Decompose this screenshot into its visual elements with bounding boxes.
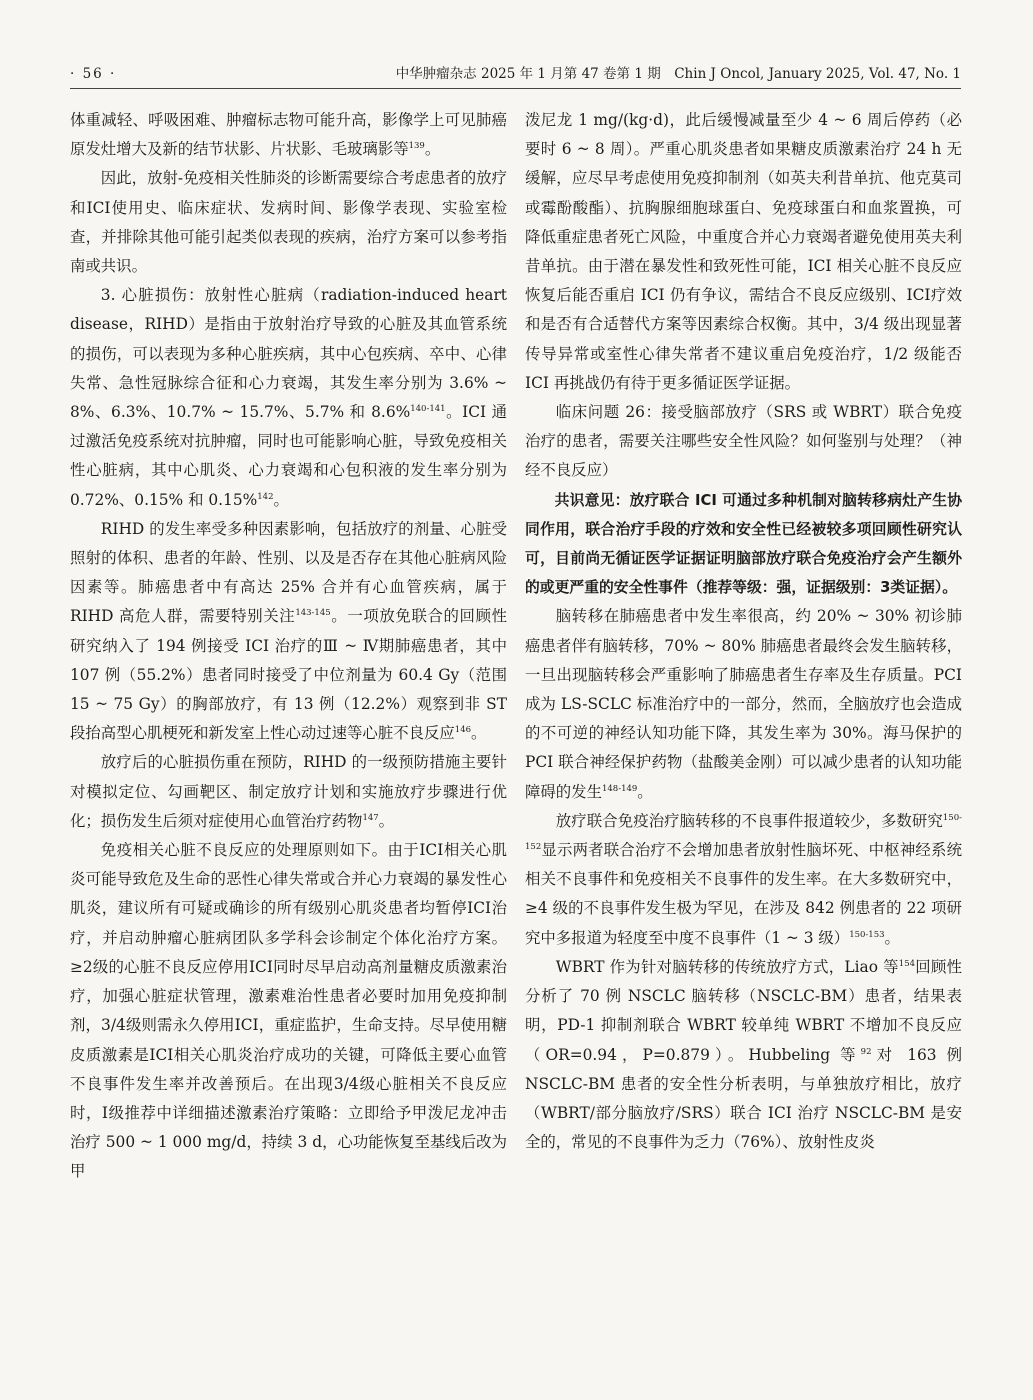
citation: 139 [408, 141, 425, 152]
citation: 92 [860, 1046, 872, 1057]
consensus-opinion: 共识意见：放疗联合 ICI 可通过多种机制对脑转移病灶产生协同作用，联合治疗手段的疗效和安全性已经被较多项回顾性研究认可，目前尚无循证医学证据证明脑部放疗联合免疫治疗会产生额外的或更严重的安全性事件（推荐等级：强，证据级别：3类证据）。 [525, 491, 962, 597]
citation: 147 [362, 812, 379, 823]
left-column [70, 106, 507, 1378]
right-column [525, 106, 962, 1378]
citation: 150-153 [849, 929, 885, 940]
citation: 140-141 [410, 404, 446, 415]
paragraph: 放疗后的心脏损伤重在预防，RIHD 的一级预防措施主要针对模拟定位、勾画靶区、制定放疗计划和实施放疗步骤进行优化；损伤发生后须对症使用心血管治疗药物$^{147}$。 [70, 753, 507, 830]
citation: 148-149 [601, 783, 638, 794]
paragraph: 3. 心脏损伤：放射性心脏病（radiation-induced heart disease，RIHD）是指由于放射治疗导致的心脏及其血管系统的损伤，可以表现为多种心脏疾病，其中心包疾病、卒中、心律失常、急性冠脉综合征和心力衰竭，其发生率分别为 3.6% ~ 8%、6.3%、10.7% ~ 15.7%、5.7% 和 8.6%$^{140-141}$。ICI 通过激活免疫系统对抗肿瘤，同时也可能影响心脏，导致免疫相关性心脏病，其中心肌炎、心力衰竭和心包积液的发生率分别为 0.72%、0.15% 和 0.15%$^{142}$。 [70, 286, 507, 509]
paragraph: 泼尼龙 1 mg/(kg·d)，此后缓慢减量至少 4 ~ 6 周后停药（必要时 6 ~ 8 周）。严重心肌炎患者如果糖皮质激素治疗 24 h 无缓解，应尽早考虑使用免疫抑制剂（如英夫利昔单抗、他克莫司或霉酚酸酯）、抗胸腺细胞球蛋白、免疫球蛋白和血浆置换，可降低重症患者死亡风险，中重度合并心力衰竭者避免使用英夫利昔单抗。由于潜在暴发性和致死性可能，ICI 相关心脏不良反应恢复后能否重启 ICI 仍有争议，需结合不良反应级别、ICI疗效和是否有合适替代方案等因素综合权衡。其中，3/4 级出现显著传导异常或室性心律失常者不建议重启免疫治疗，1/2 级能否 ICI 再挑战仍有待于更多循证医学证据。 [525, 111, 962, 392]
clinical-question: 临床问题 26：接受脑部放疗（SRS 或 WBRT）联合免疫治疗的患者，需要关注哪些安全性风险？如何鉴别与处理？（神经不良反应） [525, 403, 962, 480]
paragraph: 体重减轻、呼吸困难、肿瘤标志物可能升高，影像学上可见肺癌原发灶增大及新的结节状影、片状影、毛玻璃影等$^{139}$。 [70, 111, 507, 159]
citation: 150-152 [525, 812, 962, 853]
citation: 154 [898, 958, 916, 969]
paragraph: 脑转移在肺癌患者中发生率很高，约 20% ~ 30% 初诊肺癌患者伴有脑转移，70% ~ 80% 肺癌患者最终会发生脑转移，一旦出现脑转移会严重影响了肺癌患者生存率及生存质量。PCI 成为 LS-SCLC 标准治疗中的一部分，然而，全脑放疗也会造成的不可逆的神经认知功能下降，其发生率为 30%。海马保护的 PCI 联合神经保护药物（盐酸美金刚）可以减少患者的认知功能障碍的发生$^{148-149}$。 [525, 607, 962, 801]
journal-info: 中华肿瘤杂志 2025 年 1 月第 47 卷第 1 期 Chin J Oncol, January 2025, Vol. 47, No. 1 [395, 66, 961, 82]
paragraph: WBRT 作为针对脑转移的传统放疗方式，Liao 等$^{154}$回顾性分析了 70 例 NSCLC 脑转移（NSCLC-BM）患者，结果表明，PD-1 抑制剂联合 WBRT 较单纯 WBRT 不增加不良反应（OR=0.94，P=0.879）。Hubbeling 等$^{92}$对 163 例 NSCLC-BM 患者的安全性分析表明，与单独放疗相比，放疗（WBRT/部分脑放疗/SRS）联合 ICI 治疗 NSCLC-BM 是安全的，常见的不良事件为乏力（76%）、放射性皮炎 [525, 957, 962, 1152]
paragraph: 放疗联合免疫治疗脑转移的不良事件报道较少，多数研究$^{150-152}$显示两者联合治疗不会增加患者放射性脑坏死、中枢神经系统相关不良事件和免疫相关不良事件的发生率。在大多数研究中，≥4 级的不良事件发生极为罕见，在涉及 842 例患者的 22 项研究中多报道为轻度至中度不良事件（1 ~ 3 级）$^{150-153}$。 [525, 811, 962, 947]
paragraph: RIHD 的发生率受多种因素影响，包括放疗的剂量、心脏受照射的体积、患者的年龄、性别、以及是否存在其他心脏病风险因素等。肺癌患者中有高达 25% 合并有心血管疾病，属于 RIHD 高危人群，需要特别关注$^{143-145}$。一项放免联合的回顾性研究纳入了 194 例接受 ICI 治疗的Ⅲ ~ Ⅳ期肺癌患者，其中 107 例（55.2%）患者同时接受了中位剂量为 60.4 Gy（范围 15 ~ 75 Gy）的胸部放疗，有 13 例（12.2%）观察到非 ST 段抬高型心肌梗死和新发室上性心动过速等心脏不良反应$^{146}$。 [70, 519, 507, 743]
citation: 142 [257, 491, 274, 502]
running-header [70, 64, 961, 89]
paragraph: 因此，放射-免疫相关性肺炎的诊断需要综合考虑患者的放疗和ICI使用史、临床症状、发病时间、影像学表现、实验室检查，并排除其他可能引起类似表现的疾病，治疗方案可以参考指南或共识。 [70, 169, 507, 276]
page-number: · 56 · [70, 66, 117, 82]
citation: 146 [454, 725, 472, 736]
citation: 143-145 [295, 608, 331, 619]
paragraph: 免疫相关心脏不良反应的处理原则如下。由于ICI相关心肌炎可能导致危及生命的恶性心律失常或合并心力衰竭的暴发性心肌炎，建议所有可疑或确诊的所有级别心肌炎患者均暂停ICI治疗，并启动肿瘤心脏病团队多学科会诊制定个体化治疗方案。≥2级的心脏不良反应停用ICI同时尽早启动高剂量糖皮质激素治疗，加强心脏症状管理，激素难治性患者必要时加用免疫抑制剂，3/4级则需永久停用ICI，重症监护，生命支持。尽早使用糖皮质激素是ICI相关心肌炎治疗成功的关键，可降低主要心血管不良事件发生率并改善预后。在出现3/4级心脏相关不良反应时，Ⅰ级推荐中详细描述激素治疗策略：立即给予甲泼尼龙冲击治疗 500 ~ 1 000 mg/d，持续 3 d，心功能恢复至基线后改为甲 [70, 841, 507, 1181]
